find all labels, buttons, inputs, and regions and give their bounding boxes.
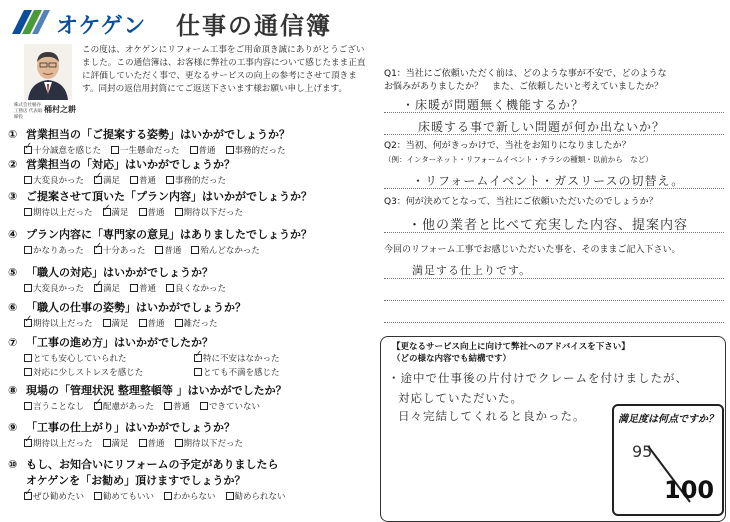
- option-row: [24, 206, 378, 218]
- option-label: 満足: [103, 176, 121, 186]
- question-options: [8, 317, 378, 329]
- q1-line-a: [384, 112, 724, 113]
- checked-checkbox-icon[interactable]: [94, 176, 102, 184]
- option-label: 期待以上だった: [33, 319, 93, 329]
- q3-line1: Q3：何が決めてとなって、当社にご依頼いただいたのでしょうか？: [384, 197, 658, 207]
- signature-company: 株式会社桶谷工務店 代表取締役: [14, 103, 43, 120]
- checkbox-icon[interactable]: [191, 246, 199, 254]
- option-label: 雑だった: [183, 319, 218, 329]
- option-row: [24, 490, 378, 502]
- q2-line1: Q2：当初、何がきっかけで、当社をお知りになりましたか？: [384, 141, 631, 151]
- checked-checkbox-icon[interactable]: [94, 246, 102, 254]
- feel-line1: 今回のリフォーム工事でお感じいただいた事を、そのままご記入下さい。: [384, 245, 681, 255]
- option[interactable]: [175, 437, 244, 449]
- option[interactable]: [130, 174, 156, 186]
- question-5: [8, 264, 378, 296]
- question-title-line2: オケゲンを「お勧め」頂けますでしょうか？: [26, 474, 246, 487]
- q3-text: [384, 196, 724, 209]
- question-number: ⑥: [8, 301, 18, 314]
- feel-line-a: [384, 278, 724, 279]
- option[interactable]: [200, 400, 260, 412]
- question-title: [8, 334, 378, 350]
- feel-line-b: [384, 300, 724, 301]
- option[interactable]: [94, 400, 154, 412]
- option-label: 普通: [164, 246, 182, 256]
- question-options: [8, 206, 378, 218]
- option[interactable]: [130, 282, 156, 294]
- checkbox-icon[interactable]: [194, 368, 202, 376]
- question-3: [8, 188, 378, 220]
- option[interactable]: [111, 144, 180, 156]
- feel-answer: 満足する仕上りです。: [412, 264, 532, 277]
- option[interactable]: [175, 206, 244, 218]
- option-label: できていない: [208, 402, 260, 412]
- advice-title: [392, 341, 630, 365]
- question-title: [8, 156, 378, 172]
- question-title-text: ご提案させて頂いた「プラン内容」はいかがでしょうか？: [26, 190, 312, 203]
- option-row: [24, 437, 378, 449]
- option-label: 対応に少しストレスを感じた: [33, 368, 144, 378]
- checkbox-icon[interactable]: [24, 402, 32, 410]
- option-label: かなりあった: [33, 246, 84, 256]
- option[interactable]: [139, 437, 165, 449]
- option[interactable]: [24, 366, 184, 378]
- option-label: 満足: [111, 439, 129, 449]
- question-options: [8, 282, 378, 294]
- score-max: 100: [664, 476, 715, 504]
- option-label: 言うことなし: [33, 402, 85, 412]
- checkbox-icon[interactable]: [164, 402, 172, 410]
- q2-text: [384, 140, 724, 166]
- option[interactable]: [175, 317, 218, 329]
- checked-checkbox-icon[interactable]: [24, 439, 32, 447]
- advice-answer2: 対応していただいた。: [398, 391, 523, 405]
- option-label: 十分あった: [102, 246, 146, 256]
- intro-text: この度は、オケゲンにリフォーム工事をご用命頂き誠にありがとうございました。この通信簿は、お客様に弊社の工事内容について感じたまま正直に評価していただく事で、更なるサービスの向上の参考にさせて頂きます。同封の返信用封筒にてご返送下さいます様お願い申し上げます。: [82, 45, 366, 94]
- president-photo: [24, 44, 72, 100]
- option[interactable]: [24, 352, 184, 364]
- option-label: 勧められない: [234, 492, 286, 502]
- option-label: 普通: [147, 319, 165, 329]
- checkbox-icon[interactable]: [24, 208, 32, 216]
- checkbox-icon[interactable]: [226, 492, 234, 500]
- option-label: 期待以下だった: [183, 439, 244, 449]
- option-label: 満足: [103, 284, 121, 294]
- checkbox-icon[interactable]: [139, 439, 147, 447]
- question-title-text: 「工事の仕上がり」はいかがでしょうか？: [26, 421, 235, 434]
- score-title: 満足度は何点ですか？: [618, 414, 718, 425]
- option-row: [24, 144, 378, 156]
- option-label: 殆んどなかった: [200, 246, 260, 256]
- option-label: とても安心していられた: [33, 354, 127, 364]
- option[interactable]: [226, 490, 286, 502]
- question-7: [8, 334, 378, 380]
- checkbox-icon[interactable]: [24, 354, 32, 362]
- option[interactable]: [24, 490, 84, 502]
- option-label: 期待以下だった: [183, 208, 244, 218]
- option[interactable]: [24, 317, 93, 329]
- option[interactable]: [94, 244, 145, 256]
- question-number: ②: [8, 158, 18, 171]
- question-options: [8, 144, 378, 156]
- option[interactable]: [164, 400, 190, 412]
- option[interactable]: [103, 206, 129, 218]
- checkbox-icon[interactable]: [139, 319, 147, 327]
- option[interactable]: [166, 174, 226, 186]
- question-8: [8, 382, 378, 414]
- question-title-text: 「工事の進め方」はいかがでしたか？: [26, 336, 213, 349]
- question-1: [8, 126, 378, 158]
- question-title: [8, 264, 378, 280]
- option[interactable]: [155, 244, 181, 256]
- checkbox-icon[interactable]: [155, 246, 163, 254]
- question-title: [8, 188, 378, 204]
- question-title-text: 営業担当の「対応」はいかがでしょうか？: [26, 158, 235, 171]
- option-label: 勧めてもいい: [103, 492, 155, 502]
- question-options: [8, 490, 378, 502]
- checked-checkbox-icon[interactable]: [94, 402, 102, 410]
- option[interactable]: [24, 244, 84, 256]
- question-2: [8, 156, 378, 188]
- option-row: [24, 282, 378, 294]
- checkbox-icon[interactable]: [24, 284, 32, 292]
- score-given: 95: [632, 442, 653, 461]
- option-label: 普通: [198, 146, 216, 156]
- option[interactable]: [164, 490, 216, 502]
- option[interactable]: [103, 437, 129, 449]
- option-row: [24, 352, 378, 364]
- option-label: 普通: [147, 208, 165, 218]
- option-label: 配慮があった: [103, 402, 154, 412]
- question-number: ①: [8, 128, 18, 141]
- feel-line-c: [384, 322, 724, 323]
- checkbox-icon[interactable]: [111, 146, 119, 154]
- option-label: 普通: [172, 402, 190, 412]
- brand-name: オケゲン: [56, 14, 147, 39]
- advice-answer3: 日々完結してくれると良かった。: [398, 409, 586, 423]
- question-title: [8, 382, 378, 398]
- option[interactable]: [103, 317, 129, 329]
- q1-line2: お悩みがありましたか？ また、ご依頼したいと考えていましたか？: [384, 82, 664, 92]
- question-number: ⑨: [8, 421, 18, 434]
- option[interactable]: [24, 437, 93, 449]
- checkbox-icon[interactable]: [175, 439, 183, 447]
- question-title-text: プラン内容に「専門家の意見」はありましたでしょうか？: [26, 228, 312, 241]
- checkbox-icon[interactable]: [103, 439, 111, 447]
- question-options: [8, 400, 378, 412]
- question-9: [8, 419, 378, 451]
- checkbox-icon[interactable]: [130, 176, 138, 184]
- question-6: [8, 299, 378, 331]
- option[interactable]: [24, 400, 84, 412]
- question-title-text: 「職人の対応」はいかがでしょうか？: [26, 266, 213, 279]
- question-options: [8, 244, 378, 256]
- checkbox-icon[interactable]: [190, 146, 198, 154]
- checkbox-icon[interactable]: [166, 284, 174, 292]
- option-row: [24, 366, 378, 378]
- question-number: ⑧: [8, 384, 18, 397]
- q1-line1: Q1：当社にご依頼いただく前は、どのような事が不安で、どのような: [384, 69, 667, 79]
- question-number: ⑦: [8, 336, 18, 349]
- advice-line1: 【更なるサービス向上に向けて弊社へのアドバイスを下さい】: [392, 342, 630, 352]
- q1-answer2: 床暖する事で新しい問題が何か出ないか？: [418, 120, 666, 134]
- q3-answer: ・他の業者と比べて充実した内容、提案内容: [408, 218, 689, 233]
- question-4: [8, 226, 378, 258]
- option[interactable]: [190, 144, 216, 156]
- option[interactable]: [94, 282, 120, 294]
- score-box: [612, 404, 724, 516]
- option-row: [24, 400, 378, 412]
- question-options: [8, 437, 378, 449]
- q2-answer: ・リフォームイベント・ガスリースの切替え。: [412, 174, 685, 188]
- option-label: 事務的だった: [234, 146, 286, 156]
- option[interactable]: [24, 174, 84, 186]
- q1-answer1: ・床暖が問題無く機能するか？: [402, 98, 585, 112]
- question-options: [8, 352, 378, 378]
- checked-checkbox-icon[interactable]: [194, 354, 202, 362]
- advice-answer1: ・途中で仕事後の片付けでクレームを付けましたが、: [388, 371, 688, 385]
- q1-line-b: [384, 134, 724, 135]
- option[interactable]: [226, 144, 286, 156]
- question-title-text: 営業担当の「ご提案する姿勢」はいかがでしょうか？: [26, 128, 290, 141]
- option-label: 良くなかった: [175, 284, 227, 294]
- option[interactable]: [24, 206, 93, 218]
- option[interactable]: [94, 174, 120, 186]
- option-label: ぜひ勧めたい: [33, 492, 85, 502]
- checked-checkbox-icon[interactable]: [24, 146, 32, 154]
- option[interactable]: [94, 490, 154, 502]
- option[interactable]: [24, 282, 84, 294]
- option-label: 特に不安はなかった: [203, 354, 280, 364]
- checkbox-icon[interactable]: [175, 208, 183, 216]
- question-number: ⑩: [8, 458, 18, 471]
- question-10: [8, 456, 378, 504]
- question-number: ⑤: [8, 266, 18, 279]
- checkbox-icon[interactable]: [200, 402, 208, 410]
- checkbox-icon[interactable]: [175, 319, 183, 327]
- signature-name: 桶村之耕: [44, 105, 76, 114]
- logo: [8, 4, 348, 40]
- question-title: [8, 299, 378, 315]
- question-title: [8, 226, 378, 242]
- checkbox-icon[interactable]: [166, 176, 174, 184]
- checkbox-icon[interactable]: [24, 368, 32, 376]
- option-row: [24, 317, 378, 329]
- question-title-text: もし、お知合いにリフォームの予定がありましたら: [26, 458, 279, 471]
- checkbox-icon[interactable]: [24, 176, 32, 184]
- checkbox-icon[interactable]: [24, 246, 32, 254]
- checkbox-icon[interactable]: [139, 208, 147, 216]
- advice-line2: （どの様な内容でも結構です）: [392, 354, 512, 364]
- option[interactable]: [139, 317, 165, 329]
- option-label: 満足: [111, 319, 129, 329]
- option-row: [24, 244, 378, 256]
- checked-checkbox-icon[interactable]: [24, 319, 32, 327]
- question-title: [8, 126, 378, 142]
- checkbox-icon[interactable]: [226, 146, 234, 154]
- option[interactable]: [24, 144, 101, 156]
- checkbox-icon[interactable]: [94, 492, 102, 500]
- option-label: 普通: [139, 284, 157, 294]
- option[interactable]: [194, 366, 280, 378]
- question-options: [8, 174, 378, 186]
- option[interactable]: [191, 244, 260, 256]
- option-label: 期待以上だった: [33, 439, 93, 449]
- q2-line: [384, 188, 724, 189]
- option[interactable]: [139, 206, 165, 218]
- q3-line: [384, 232, 724, 233]
- option[interactable]: [166, 282, 226, 294]
- question-number: ③: [8, 190, 18, 203]
- option-label: 大変良かった: [33, 284, 85, 294]
- option-label: 事務的だった: [175, 176, 227, 186]
- page-title: 仕事の通信簿: [176, 11, 332, 40]
- option-label: 十分誠意を感じた: [33, 146, 102, 156]
- option-label: わからない: [173, 492, 216, 502]
- option-label: とても不満を感じた: [203, 368, 280, 378]
- option-label: 大変良かった: [33, 176, 85, 186]
- question-number: ④: [8, 228, 18, 241]
- option-label: 普通: [147, 439, 165, 449]
- option-label: 満足: [111, 208, 129, 218]
- option-label: 普通: [139, 176, 157, 186]
- option-label: 一生懸命だった: [120, 146, 180, 156]
- question-title: [8, 419, 378, 435]
- checked-checkbox-icon[interactable]: [24, 492, 32, 500]
- checked-checkbox-icon[interactable]: [94, 284, 102, 292]
- feel-text: [384, 244, 724, 257]
- checked-checkbox-icon[interactable]: [103, 208, 111, 216]
- checkbox-icon[interactable]: [164, 492, 172, 500]
- checkbox-icon[interactable]: [130, 284, 138, 292]
- question-title-text: 現場の「管理状況 整理整頓等 」はいかがでしたか？: [26, 384, 287, 397]
- q2-sub: （例：インターネット・リフォームイベント・チラシの種類・以前から など）: [384, 155, 653, 164]
- question-title-text: 「職人の仕事の姿勢」はいかがでしょうか？: [26, 301, 246, 314]
- option-row: [24, 174, 378, 186]
- question-title: [8, 456, 378, 472]
- checkbox-icon[interactable]: [103, 319, 111, 327]
- option[interactable]: [194, 352, 280, 364]
- okegen-logo-icon: [8, 6, 52, 38]
- option-label: 期待以上だった: [33, 208, 93, 218]
- q1-text: [384, 68, 724, 94]
